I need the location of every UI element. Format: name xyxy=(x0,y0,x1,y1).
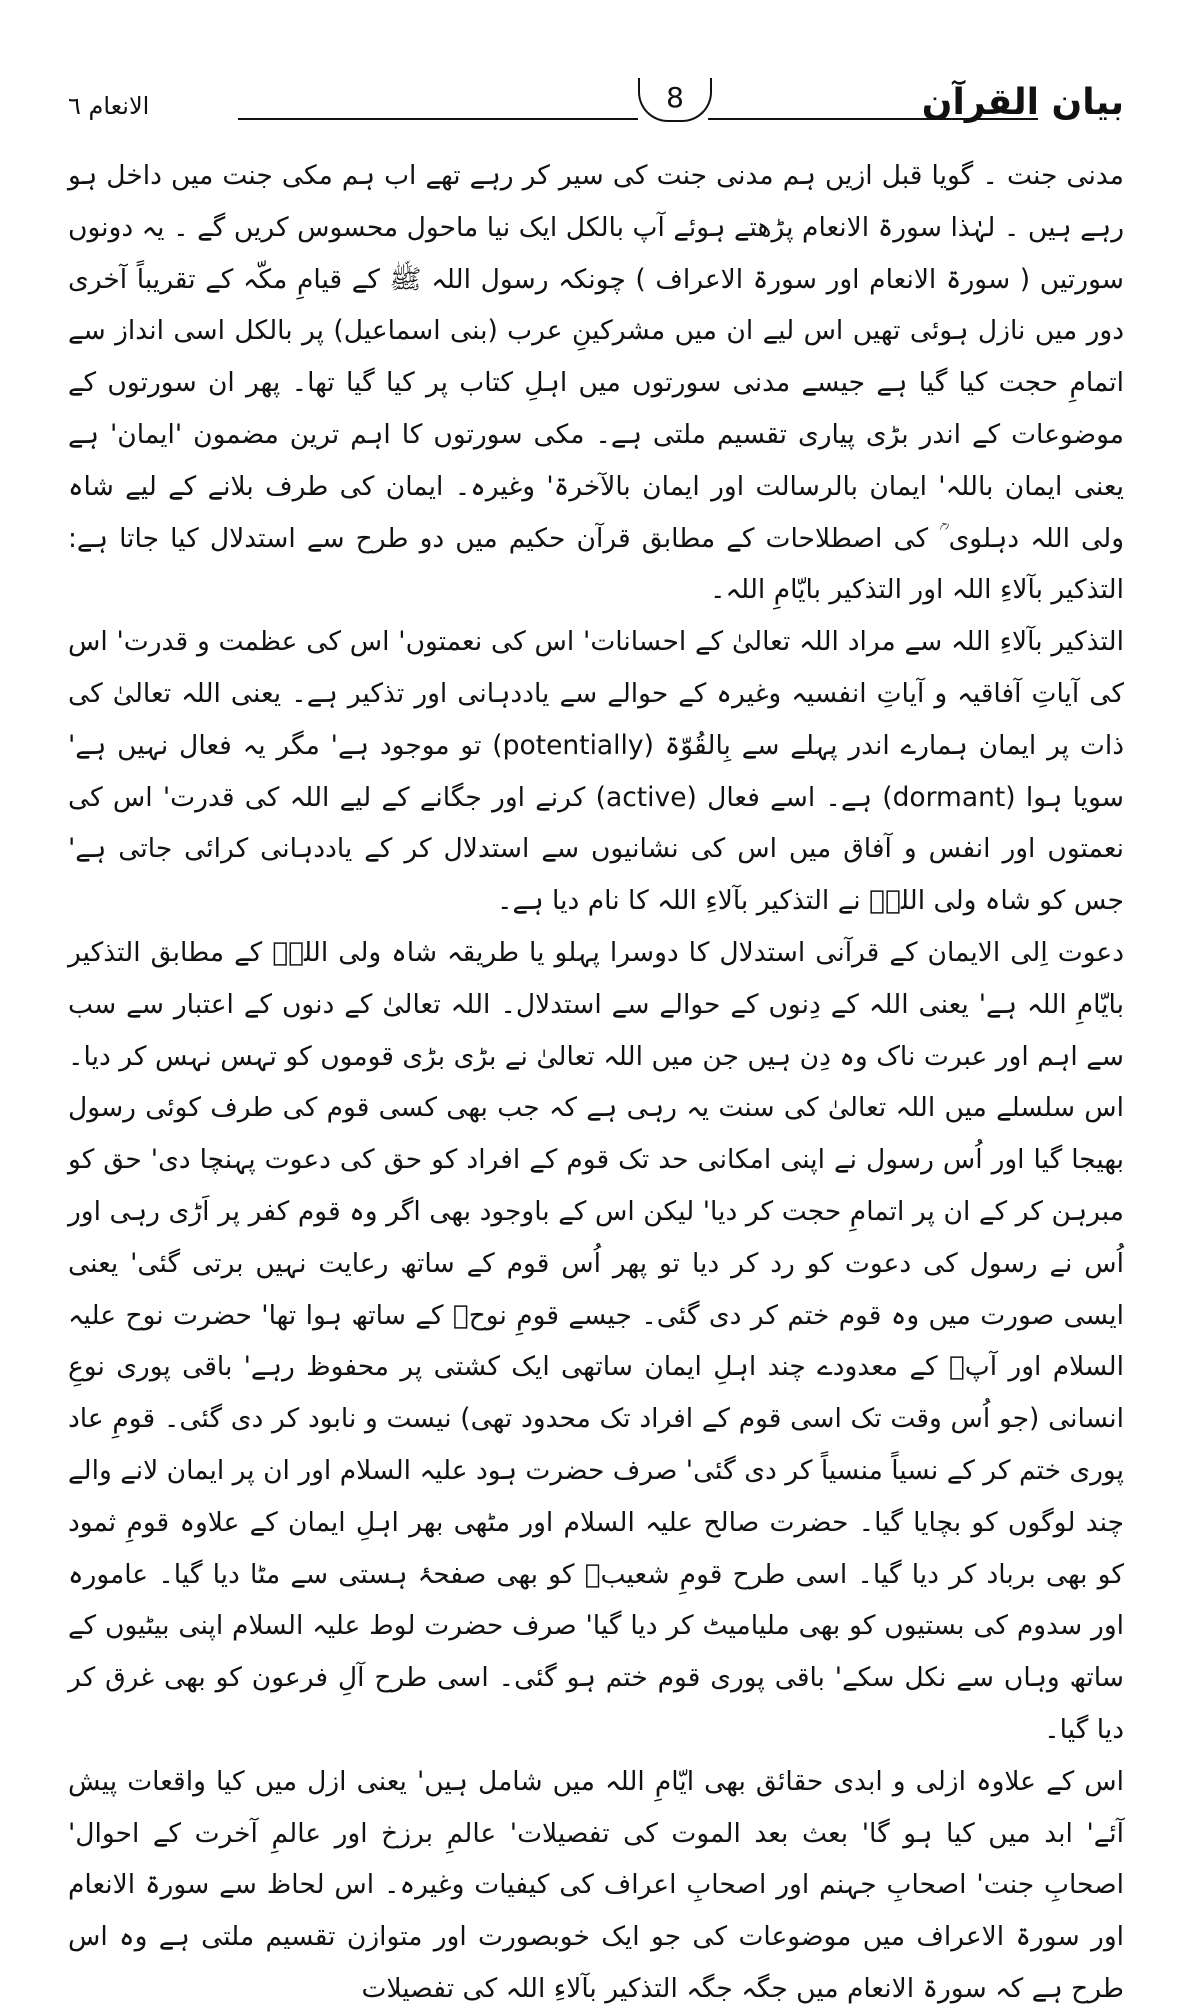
page-body xyxy=(68,150,1124,2015)
paragraph: التذکیر بآلاءِ اللہ سے مراد اللہ تعالیٰ کے احسانات' اس کی نعمتوں' اس کی عظمت و قدرت' اس کی آیاتِ آفاقیہ و آیاتِ انفسیہ وغیرہ کے حوالے سے یاددہانی اور تذکیر ہے۔ یعنی اللہ تعالیٰ کی ذات پر ایمان ہمارے اندر پہلے سے بِالقُوّۃ (potentially) تو موجود ہے' مگر یہ فعال نہیں ہے' سویا ہوا (dormant) ہے۔ اسے فعال (active) کرنے اور جگانے کے لیے اللہ کی قدرت' اس کی نعمتوں اور انفس و آفاق میں اس کی نشانیوں سے استدلال کر کے یاددہانی کرائی جاتی ہے' جس کو شاہ ولی اللہؒ نے التذکیر بآلاءِ اللہ کا نام دیا ہے۔ xyxy=(68,626,1125,917)
surah-label: الانعام ٦ xyxy=(68,92,150,120)
page-header xyxy=(68,78,1124,134)
header-rule-left xyxy=(238,118,638,120)
paragraph: مدنی جنت ۔ گویا قبل ازیں ہم مدنی جنت کی سیر کر رہے تھے اب ہم مکی جنت میں داخل ہو رہے ہیں ۔ لہٰذا سورۃ الانعام پڑھتے ہوئے آپ بالکل ایک نیا ماحول محسوس کریں گے ۔ یہ دونوں سورتیں ( سورۃ الانعام اور سورۃ الاعراف ) چونکہ رسول اللہ ﷺ کے قیامِ مکّہ کے تقریباً آخری دور میں نازل ہوئی تھیں اس لیے ان میں مشرکینِ عرب (بنی اسماعیل) پر بالکل اسی انداز سے اتمامِ حجت کیا گیا ہے جیسے مدنی سورتوں میں اہلِ کتاب پر کیا گیا تھا۔ پھر ان سورتوں کے موضوعات کے اندر بڑی پیاری تقسیم ملتی ہے۔ مکی سورتوں کا اہم ترین مضمون 'ایمان' ہے یعنی ایمان باللہ' ایمان بالرسالت اور ایمان بالآخرۃ' وغیرہ۔ ایمان کی طرف بلانے کے لیے شاہ ولی اللہ دہلوی ؒ کی اصطلاحات کے مطابق قرآن حکیم میں دو طرح سے استدلال کیا جاتا ہے: التذکیر بآلاءِ اللہ اور التذکیر بایّامِ اللہ۔ xyxy=(68,160,1124,606)
book-title: بیان القرآن xyxy=(921,82,1124,123)
header-rule-right xyxy=(708,118,1038,120)
paragraph: اس کے علاوہ ازلی و ابدی حقائق بھی ایّامِ اللہ میں شامل ہیں' یعنی ازل میں کیا واقعات پیش آئے' ابد میں کیا ہو گا' بعث بعد الموت کی تفصیلات' عالمِ برزخ اور عالمِ آخرت کے احوال' اصحابِ جنت' اصحابِ جہنم اور اصحابِ اعراف کی کیفیات وغیرہ۔ اس لحاظ سے سورۃ الانعام اور سورۃ الاعراف میں موضوعات کی جو ایک خوبصورت اور متوازن تقسیم ملتی ہے وہ اس طرح ہے کہ سورۃ الانعام میں جگہ جگہ التذکیر بآلاءِ اللہ کی تفصیلات xyxy=(68,1765,1124,2004)
page-number: 8 xyxy=(638,78,712,122)
paragraph: دعوت اِلی الایمان کے قرآنی استدلال کا دوسرا پہلو یا طریقہ شاہ ولی اللہؒ کے مطابق التذکیر بایّامِ اللہ ہے' یعنی اللہ کے دِنوں کے حوالے سے استدلال۔ اللہ تعالیٰ کے دنوں کے اعتبار سے سب سے اہم اور عبرت ناک وہ دِن ہیں جن میں اللہ تعالیٰ نے بڑی بڑی قوموں کو تہس نہس کر دیا۔ اس سلسلے میں اللہ تعالیٰ کی سنت یہ رہی ہے کہ جب بھی کسی قوم کی طرف کوئی رسول بھیجا گیا اور اُس رسول نے اپنی امکانی حد تک قوم کے افراد کو حق کی دعوت پہنچا دی' حق کو مبرہن کر کے ان پر اتمامِ حجت کر دیا' لیکن اس کے باوجود بھی اگر وہ قوم کفر پر اَڑی رہی اور اُس نے رسول کی دعوت کو رد کر دیا تو پھر اُس قوم کے ساتھ رعایت نہیں برتی گئی' یعنی ایسی صورت میں وہ قوم ختم کر دی گئی۔ جیسے قومِ نوحؑ کے ساتھ ہوا تھا' حضرت نوح علیہ السلام اور آپؑ کے معدودے چند اہلِ ایمان ساتھی ایک کشتی پر محفوظ رہے' باقی پوری نوعِ انسانی (جو اُس وقت تک اسی قوم کے افراد تک محدود تھی) نیست و نابود کر دی گئی۔ قومِ عاد پوری ختم کر کے نسیاً منسیاً کر دی گئی' صرف حضرت ہود علیہ السلام اور ان پر ایمان لانے والے چند لوگوں کو بچایا گیا۔ حضرت صالح علیہ السلام اور مٹھی بھر اہلِ ایمان کے علاوہ قومِ ثمود کو بھی برباد کر دیا گیا۔ اسی طرح قومِ شعیبؑ کو بھی صفحۂ ہستی سے مٹا دیا گیا۔ عامورہ اور سدوم کی بستیوں کو بھی ملیامیٹ کر دیا گیا' صرف حضرت لوط علیہ السلام اپنی بیٹیوں کے ساتھ وہاں سے نکل سکے' باقی پوری قوم ختم ہو گئی۔ اسی طرح آلِ فرعون کو بھی غرق کر دیا گیا۔ xyxy=(68,936,1124,1745)
